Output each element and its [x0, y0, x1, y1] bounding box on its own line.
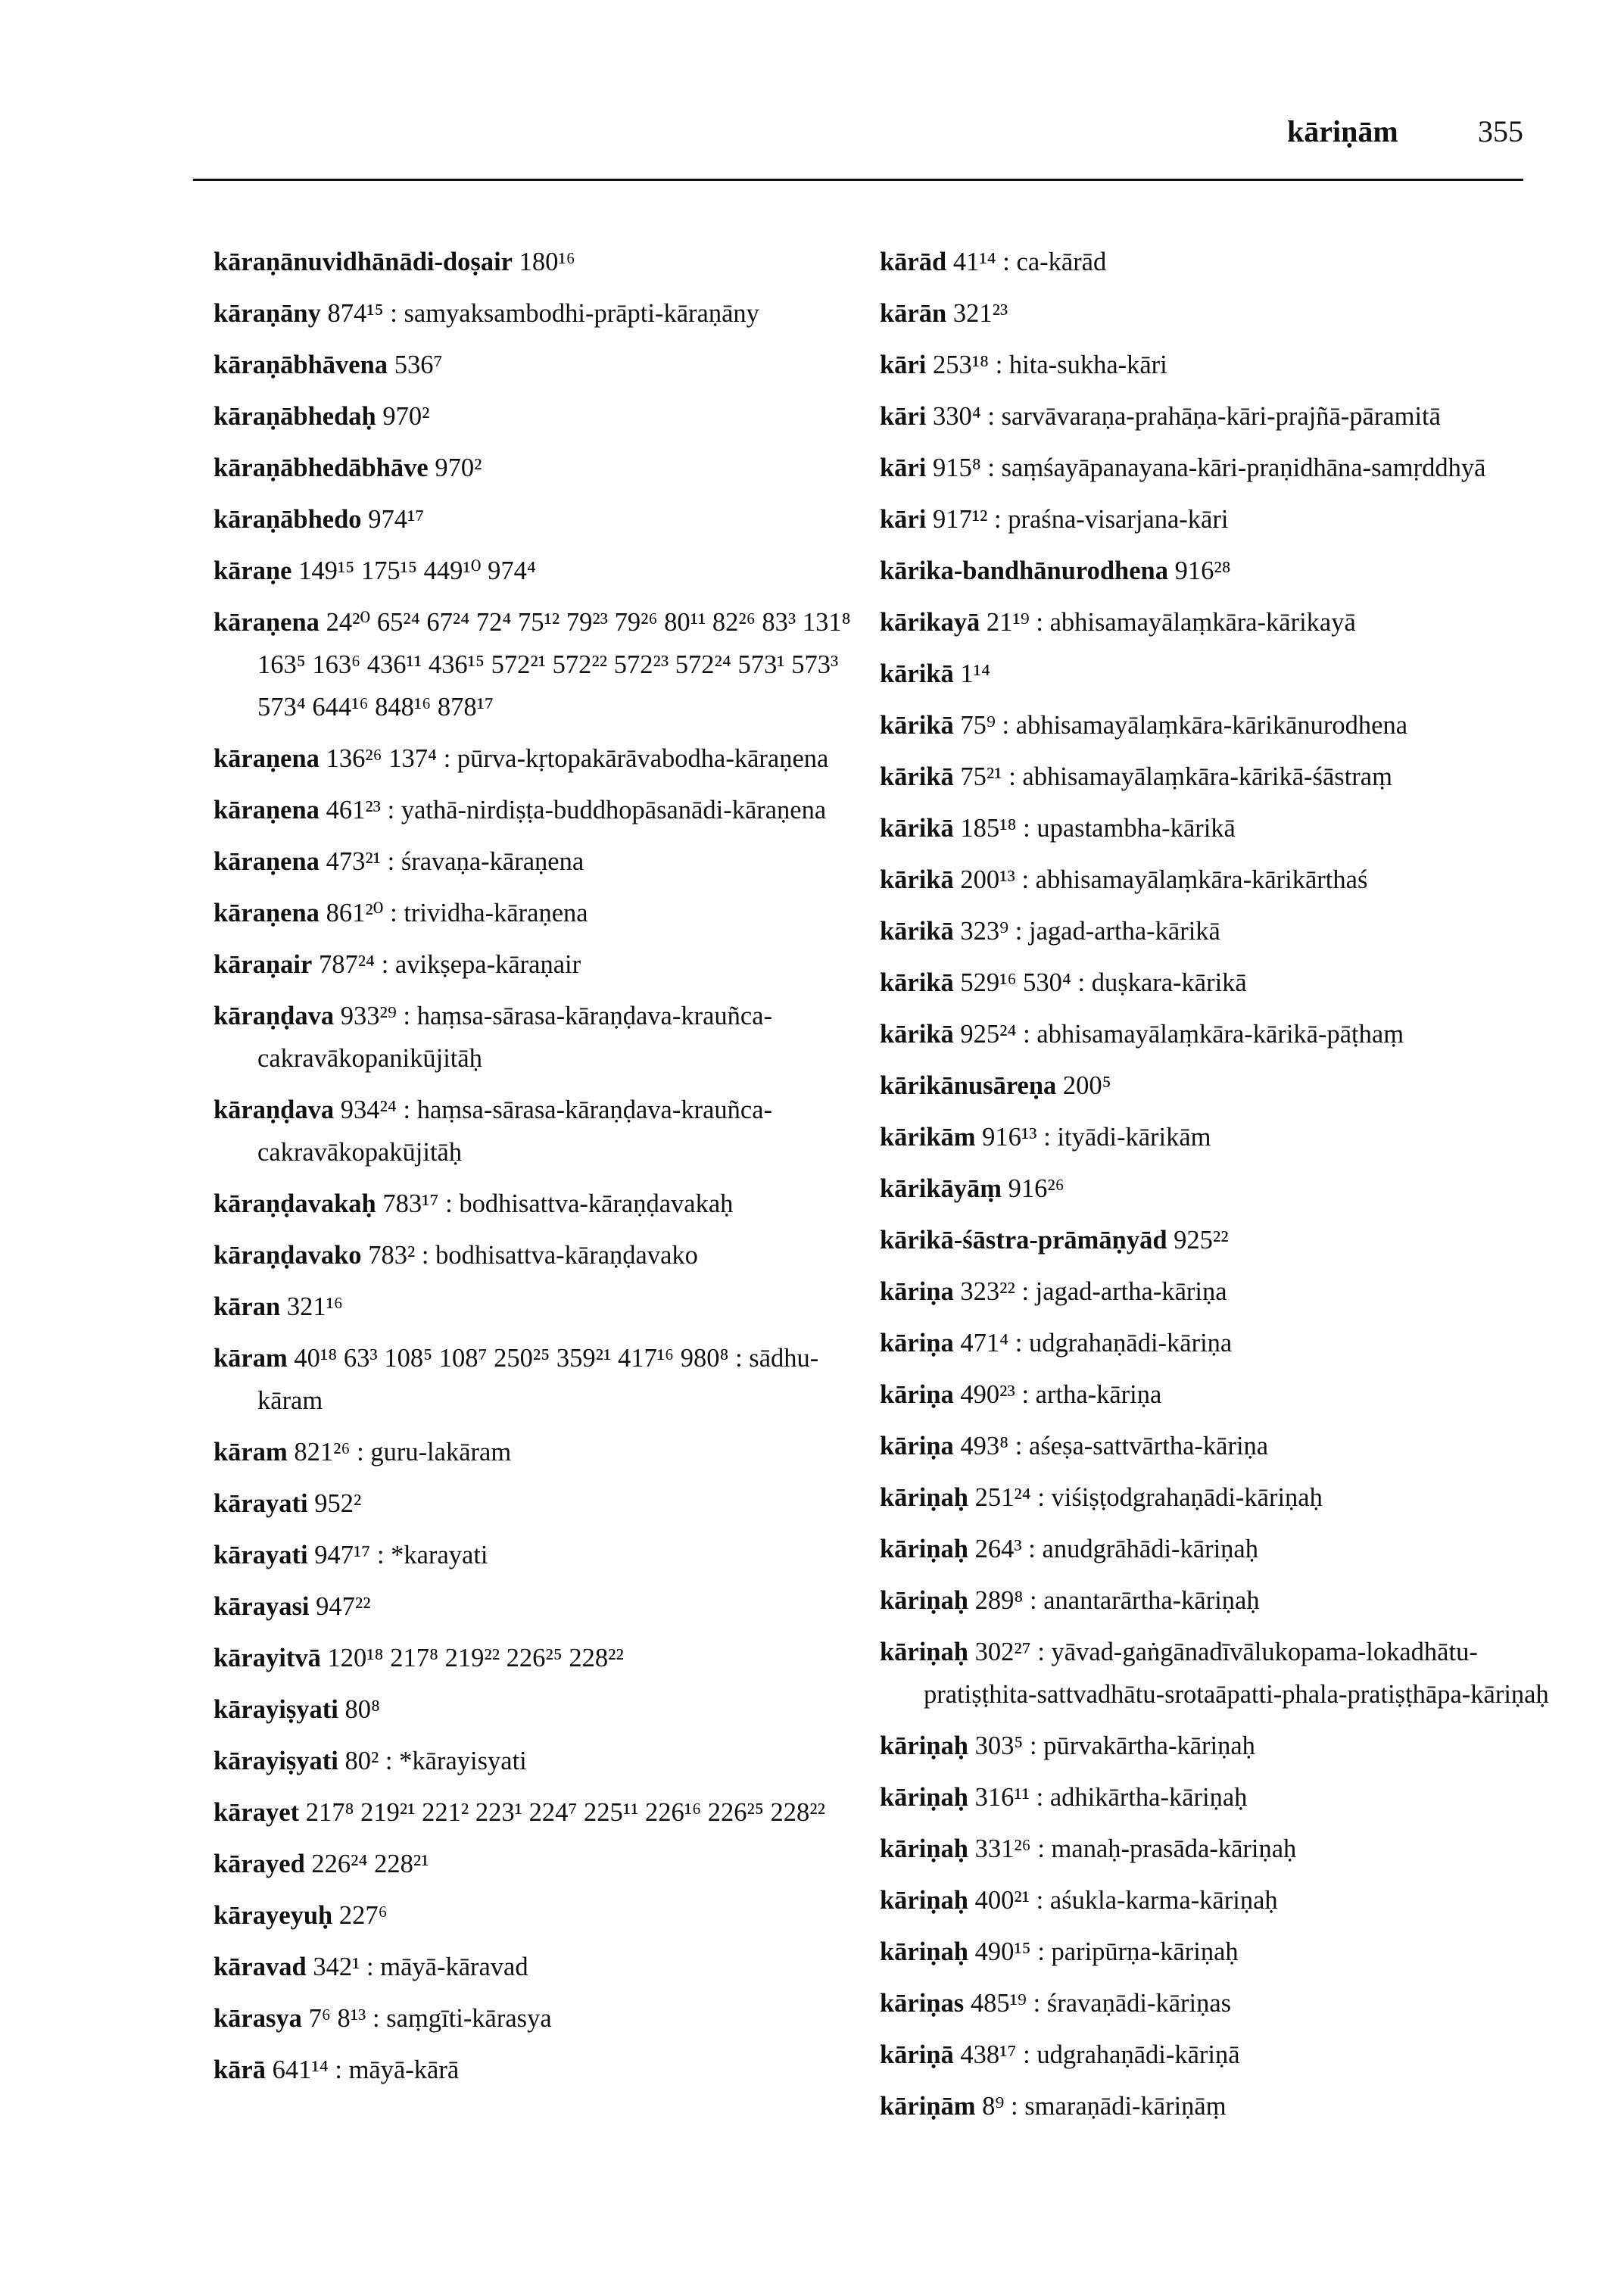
index-entry: kāriṇaḥ 490¹⁵ : paripūrṇa-kāriṇaḥ	[880, 1937, 1239, 1966]
index-entry: kāriṇa 493⁸ : aśeṣa-sattvārtha-kāriṇa	[880, 1432, 1269, 1460]
left-column	[214, 241, 861, 2100]
right-column	[880, 241, 1561, 2137]
index-entry: kāriṇaḥ 331²⁶ : manaḥ-prasāda-kāriṇaḥ	[880, 1834, 1297, 1863]
index-entry: kāri 253¹⁸ : hita-sukha-kāri	[880, 351, 1167, 379]
index-entry: kāriṇaḥ 316¹¹ : adhikārtha-kāriṇaḥ	[880, 1783, 1248, 1812]
index-entry: kārasya 7⁶ 8¹³ : saṃgīti-kārasya	[214, 2004, 552, 2033]
index-entry: kārikānusāreṇa 200⁵	[880, 1071, 1111, 1100]
index-entry: kāri 917¹² : praśna-visarjana-kāri	[880, 505, 1229, 534]
index-entry: kāriṇām 8⁹ : smaraṇādi-kāriṇāṃ	[880, 2092, 1227, 2121]
index-entry: kāraṇḍavakaḥ 783¹⁷ : bodhisattva-kāraṇḍavakaḥ	[214, 1189, 734, 1218]
index-entry: kārikā 323⁹ : jagad-artha-kārikā	[880, 917, 1220, 946]
index-entry: kāran 321¹⁶	[214, 1292, 343, 1321]
index-entry: kārikā 200¹³ : abhisamayālaṃkāra-kārikārthaś	[880, 865, 1368, 894]
index-entry: kāraṇāny 874¹⁵ : samyaksambodhi-prāpti-kāraṇāny	[214, 299, 759, 328]
index-entry: kāri 915⁸ : saṃśayāpanayana-kāri-praṇidhāna-samṛddhyā	[880, 454, 1486, 482]
index-entry: kāriṇa 323²² : jagad-artha-kāriṇa	[880, 1277, 1227, 1306]
running-head	[1287, 114, 1523, 149]
index-entry: kāraṇḍava 934²⁴ : haṃsa-sārasa-kāraṇḍava-krauñca-cakravākopakūjitāḥ	[214, 1096, 772, 1167]
index-entry: kārikayā 21¹⁹ : abhisamayālaṃkāra-kārikayā	[880, 608, 1356, 637]
index-entry: kārayeyuḥ 227⁶	[214, 1901, 388, 1930]
index-entry: kāraṇair 787²⁴ : avikṣepa-kāraṇair	[214, 950, 581, 979]
index-entry: kārikā 925²⁴ : abhisamayālaṃkāra-kārikā-pāṭhaṃ	[880, 1020, 1404, 1049]
index-entry: kāravad 342¹ : māyā-kāravad	[214, 1953, 528, 1981]
index-entry: kārikā 1¹⁴	[880, 659, 991, 688]
index-entry: kārikā 75²¹ : abhisamayālaṃkāra-kārikā-śāstraṃ	[880, 762, 1392, 791]
index-entry: kāraṇābhedo 974¹⁷	[214, 505, 425, 534]
index-entry: kāriṇas 485¹⁹ : śravaṇādi-kāriṇas	[880, 1989, 1232, 2018]
index-entry: kārayet 217⁸ 219²¹ 221² 223¹ 224⁷ 225¹¹ 226¹⁶ 226²⁵ 228²²	[214, 1798, 825, 1827]
page-number: 355	[1478, 114, 1523, 148]
index-entry: kārayitvā 120¹⁸ 217⁸ 219²² 226²⁵ 228²²	[214, 1644, 624, 1672]
index-entry: kāraṇḍavako 783² : bodhisattva-kāraṇḍavako	[214, 1241, 698, 1270]
index-entry: kāraṇānuvidhānādi-doṣair 180¹⁶	[214, 248, 575, 276]
index-entry: kārikā 75⁹ : abhisamayālaṃkāra-kārikānurodhena	[880, 711, 1408, 740]
running-headword: kāriṇām	[1287, 114, 1398, 148]
index-entry: kāram 40¹⁸ 63³ 108⁵ 108⁷ 250²⁵ 359²¹ 417¹⁶ 980⁸ : sādhu-kāram	[214, 1344, 819, 1415]
index-entry: kārikāyāṃ 916²⁶	[880, 1174, 1064, 1203]
index-entry: kāriṇaḥ 303⁵ : pūrvakārtha-kāriṇaḥ	[880, 1731, 1255, 1760]
index-entry: kārā 641¹⁴ : māyā-kārā	[214, 2056, 460, 2084]
index-entry: kāraṇābhāvena 536⁷	[214, 351, 443, 379]
index-entry: kāri 330⁴ : sarvāvaraṇa-prahāṇa-kāri-prajñā-pāramitā	[880, 402, 1441, 431]
index-entry: kārikā-śāstra-prāmāṇyād 925²²	[880, 1226, 1229, 1255]
index-entry: kāraṇe 149¹⁵ 175¹⁵ 449¹⁰ 974⁴	[214, 556, 536, 585]
index-entry: kāraṇena 136²⁶ 137⁴ : pūrva-kṛtopakārāvabodha-kāraṇena	[214, 744, 829, 773]
index-entry: kārikām 916¹³ : ityādi-kārikām	[880, 1123, 1211, 1152]
index-entry: kāraṇḍava 933²⁹ : haṃsa-sārasa-kāraṇḍava-krauñca-cakravākopanikūjitāḥ	[214, 1002, 772, 1073]
index-entry: kārān 321²³	[880, 299, 1008, 328]
index-entry: kārayiṣyati 80² : *kārayisyati	[214, 1747, 527, 1775]
index-entry: kāraṇābhedābhāve 970²	[214, 454, 482, 482]
index-entry: kāriṇaḥ 302²⁷ : yāvad-gaṅgānadīvālukopama-lokadhātu-pratiṣṭhita-sattvadhātu-srotaāpatti-phala-pratiṣṭhāpa-kāriṇaḥ	[880, 1638, 1549, 1709]
index-entry: kāraṇena 461²³ : yathā-nirdiṣṭa-buddhopāsanādi-kāraṇena	[214, 796, 827, 824]
index-entry: kāraṇena 861²⁰ : trividha-kāraṇena	[214, 899, 588, 927]
header-rule	[193, 179, 1523, 181]
index-entry: kārayed 226²⁴ 228²¹	[214, 1850, 429, 1878]
index-entry: kārika-bandhānurodhena 916²⁸	[880, 556, 1231, 585]
index-entry: kāriṇaḥ 264³ : anudgrāhādi-kāriṇaḥ	[880, 1535, 1258, 1563]
index-entry: kārād 41¹⁴ : ca-kārād	[880, 248, 1107, 276]
index-entry: kāraṇena 473²¹ : śravaṇa-kāraṇena	[214, 847, 584, 876]
index-entry: kārayiṣyati 80⁸	[214, 1695, 380, 1724]
index-entry: kāriṇa 471⁴ : udgrahaṇādi-kāriṇa	[880, 1329, 1233, 1357]
index-entry: kāriṇā 438¹⁷ : udgrahaṇādi-kāriṇā	[880, 2040, 1240, 2069]
index-entry: kāriṇaḥ 400²¹ : aśukla-karma-kāriṇaḥ	[880, 1886, 1278, 1915]
index-entry: kāriṇaḥ 289⁸ : anantarārtha-kāriṇaḥ	[880, 1586, 1260, 1615]
index-entry: kāraṇena 24²⁰ 65²⁴ 67²⁴ 72⁴ 75¹² 79²³ 79²⁶ 80¹¹ 82²⁶ 83³ 131⁸ 163⁵ 163⁶ 436¹¹ 436¹⁵ 572²¹ 572²² 572²³ 572²⁴ 573¹ 573³ 573⁴ 644¹⁶ 848¹⁶ 878¹⁷	[214, 608, 851, 722]
index-entry: kāriṇaḥ 251²⁴ : viśiṣṭodgrahaṇādi-kāriṇaḥ	[880, 1483, 1323, 1512]
index-entry: kāram 821²⁶ : guru-lakāram	[214, 1438, 512, 1466]
index-entry: kāraṇābhedaḥ 970²	[214, 402, 430, 431]
index-entry: kāriṇa 490²³ : artha-kāriṇa	[880, 1380, 1162, 1409]
index-entry: kārayasi 947²²	[214, 1592, 371, 1621]
index-entry: kārayati 952²	[214, 1489, 362, 1518]
index-entry: kārayati 947¹⁷ : *karayati	[214, 1541, 488, 1569]
index-entry: kārikā 529¹⁶ 530⁴ : duṣkara-kārikā	[880, 968, 1247, 997]
index-entry: kārikā 185¹⁸ : upastambha-kārikā	[880, 814, 1236, 843]
